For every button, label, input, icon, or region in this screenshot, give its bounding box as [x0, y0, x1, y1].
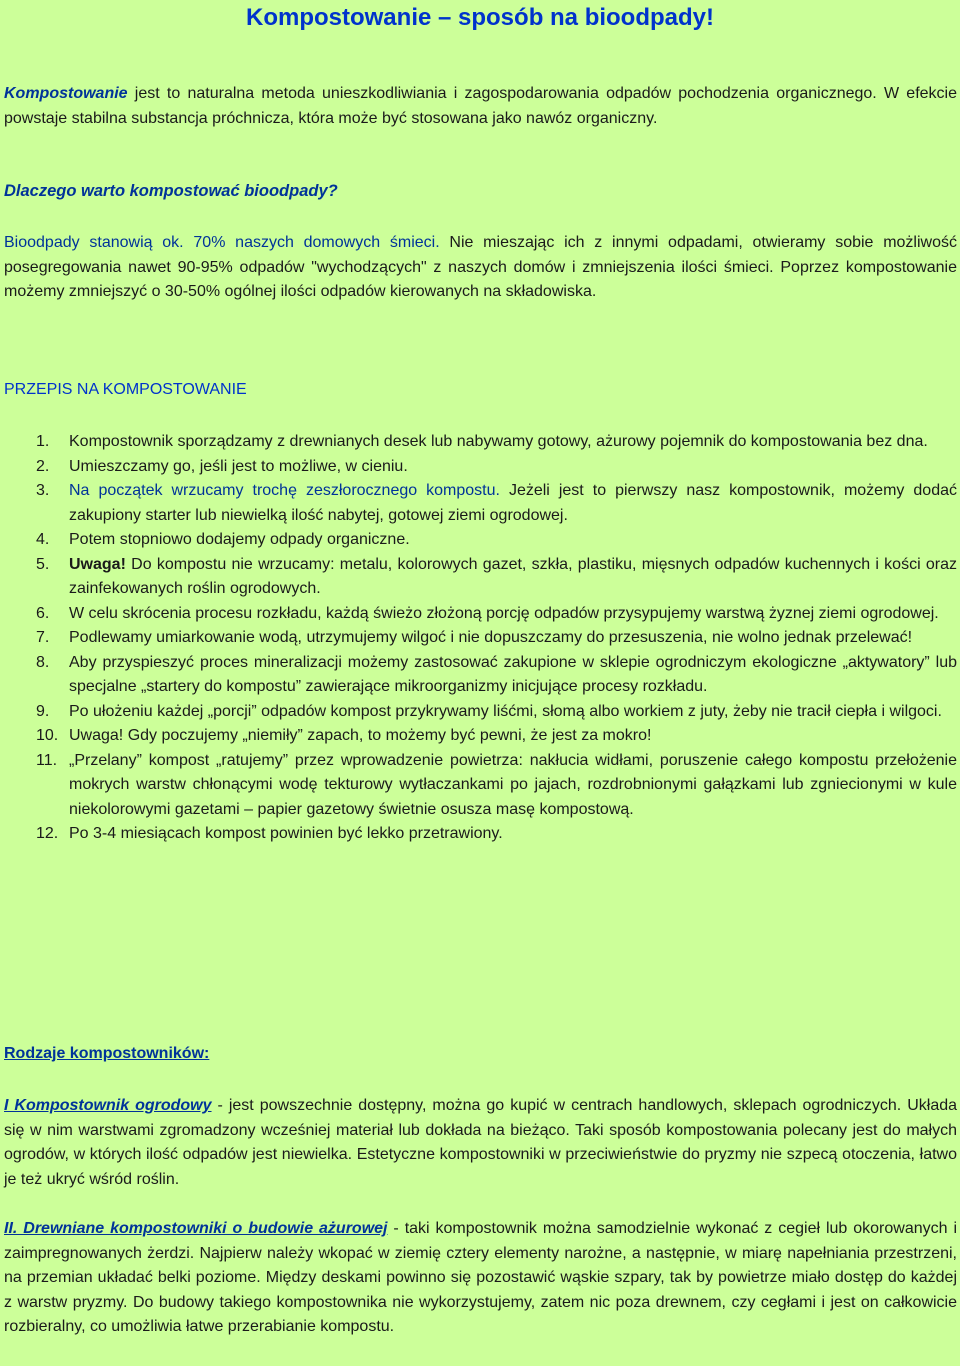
- list-item: [4, 626, 957, 651]
- step-number: 9.: [36, 702, 50, 720]
- step-text: Do kompostu nie wrzucamy: metalu, kolorowych gazet, szkła, plastiku, mięsnych odpadów kuchennych i kości oraz zainfekowanych roślin ogrodowych.: [69, 555, 957, 597]
- list-item: [4, 822, 957, 847]
- step-warning: Uwaga!: [69, 555, 126, 573]
- first-type-text: - jest powszechnie dostępny, można go kupić w centrach handlowych, sklepach ogrodniczych. Układa się w nim warstwami zgromadzony wcześniej materiał lub dokłada na bieżąco. Taki sposób kompostowania polecany jest do małych ogrodów, w których ilość odpadów jest niewielka. Estetyczne kompostowniki w przeciwieństwie do pryzmy nie szpecą otoczenia, łatwo je też ukryć wśród roślin.: [4, 1097, 958, 1188]
- step-text: Kompostownik sporządzamy z drewnianych desek lub nabywamy gotowy, ażurowy pojemnik do kompostowania bez dna.: [69, 433, 928, 450]
- list-item: [4, 602, 957, 627]
- list-item: [4, 430, 957, 455]
- why-lead: Bioodpady stanowią ok. 70% naszych domowych śmieci.: [4, 234, 440, 251]
- intro-term: Kompostowanie: [4, 85, 128, 102]
- step-text: „Przelany” kompost „ratujemy” przez wprowadzenie powietrza: nakłucia widłami, poruszenie całego kompostu przełożenie mokrych warstw chłonącymi wodę tekturowy wytłaczankami po jajach, rozdrobnionymi gałązkami lub zgniecionymi w kule niekolorowymi gazetami – papier gazetowy świetnie osusza masę kompostową.: [69, 751, 957, 818]
- step-text: Umieszczamy go, jeśli jest to możliwe, w cieniu.: [69, 457, 408, 475]
- step-number: 10.: [36, 727, 59, 744]
- list-item: [4, 528, 957, 553]
- list-item: [4, 553, 957, 602]
- step-text: W celu skrócenia procesu rozkładu, każdą świeżo złożoną porcję odpadów przysypujemy warstwą żyznej ziemi ogrodowej.: [69, 604, 939, 622]
- step-number: 3.: [36, 482, 50, 499]
- step-lead: Na początek wrzucamy trochę zeszłorocznego kompostu.: [69, 482, 500, 499]
- step-text: Aby przyspieszyć proces mineralizacji możemy zastosować zakupione w sklepie ogrodniczym ekologiczne „aktywatory” lub specjalne „startery do kompostu” zawierające mikroorganizmy inicjujące procesy rozkładu.: [69, 653, 957, 695]
- recipe-heading: PRZEPIS NA KOMPOSTOWANIE: [4, 381, 247, 398]
- list-item: [4, 651, 957, 700]
- recipe-steps-list: [4, 430, 957, 847]
- step-text: Uwaga! Gdy poczujemy „niemiły” zapach, to możemy być pewni, że jest za mokro!: [69, 727, 652, 744]
- step-number: 2.: [36, 457, 50, 475]
- first-type-title: I Kompostownik ogrodowy: [4, 1097, 212, 1114]
- step-number: 4.: [36, 531, 50, 548]
- step-number: 1.: [36, 433, 50, 450]
- list-item: [4, 749, 957, 823]
- list-item: [4, 455, 957, 480]
- intro-text: jest to naturalna metoda unieszkodliwiania i zagospodarowania odpadów pochodzenia organicznego. W efekcie powstaje stabilna substancja próchnicza, która może być stosowana jako nawóz organiczny.: [4, 85, 957, 127]
- intro-paragraph: [4, 82, 957, 131]
- why-heading: Dlaczego warto kompostować bioodpady?: [4, 182, 338, 200]
- types-heading: Rodzaje kompostowników:: [4, 1045, 210, 1062]
- step-text: Potem stopniowo dodajemy odpady organiczne.: [69, 531, 410, 548]
- step-text: Podlewamy umiarkowanie wodą, utrzymujemy wilgoć i nie dopuszczamy do przesuszenia, nie wolno jednak przelewać!: [69, 629, 913, 646]
- list-item: [4, 700, 957, 725]
- second-type-title: II. Drewniane kompostowniki o budowie ażurowej: [4, 1220, 388, 1237]
- step-text: Jeżeli jest to pierwszy nasz kompostownik, możemy dodać zakupiony starter lub niewielką ilość nabytej, gotowej ziemi ogrodowej.: [69, 482, 957, 524]
- list-item: [4, 479, 957, 528]
- list-item: [4, 724, 957, 749]
- step-number: 6.: [36, 604, 50, 622]
- first-type-paragraph: [4, 1094, 957, 1192]
- step-number: 5.: [36, 555, 50, 573]
- second-type-text: - taki kompostownik można samodzielnie wykonać z cegieł lub okorowanych i zaimpregnowanych żerdzi. Najpierw należy wkopać w ziemię cztery elementy narożne, a następnie, w miarę napełniania przestrzeni, na przemian układać belki poziome. Między deskami powinno się pozostawić wąskie szpary, tak by powietrze miało dostęp do każdej z warstw pryzmy. Do budowy takiego kompostownika nie wykorzystujemy, zatem nic poza drewnem, czy cegłami i jest on całkowicie rozbieralny, co umożliwia łatwe przerabianie kompostu.: [4, 1220, 958, 1335]
- step-number: 8.: [36, 653, 50, 671]
- step-number: 11.: [36, 751, 58, 769]
- step-number: 12.: [36, 825, 59, 842]
- page-title: Kompostowanie – sposób na bioodpady!: [245, 4, 715, 31]
- second-type-paragraph: [4, 1217, 957, 1340]
- why-rest: Nie mieszając ich z innymi odpadami, otwieramy sobie możliwość posegregowania nawet 90-95% odpadów "wychodzących" z naszych domów i zmniejszenia ilości śmieci. Poprzez kompostowanie możemy zmniejszyć o 30-50% ogólnej ilości odpadów kierowanych na składowiska.: [4, 234, 957, 300]
- step-text: Po ułożeniu każdej „porcji” odpadów kompost przykrywamy liśćmi, słomą albo workiem z juty, żeby nie tracił ciepła i wilgoci.: [69, 702, 942, 720]
- step-number: 7.: [36, 629, 50, 646]
- step-text: Po 3-4 miesiącach kompost powinien być lekko przetrawiony.: [69, 825, 503, 842]
- why-paragraph: [4, 231, 957, 305]
